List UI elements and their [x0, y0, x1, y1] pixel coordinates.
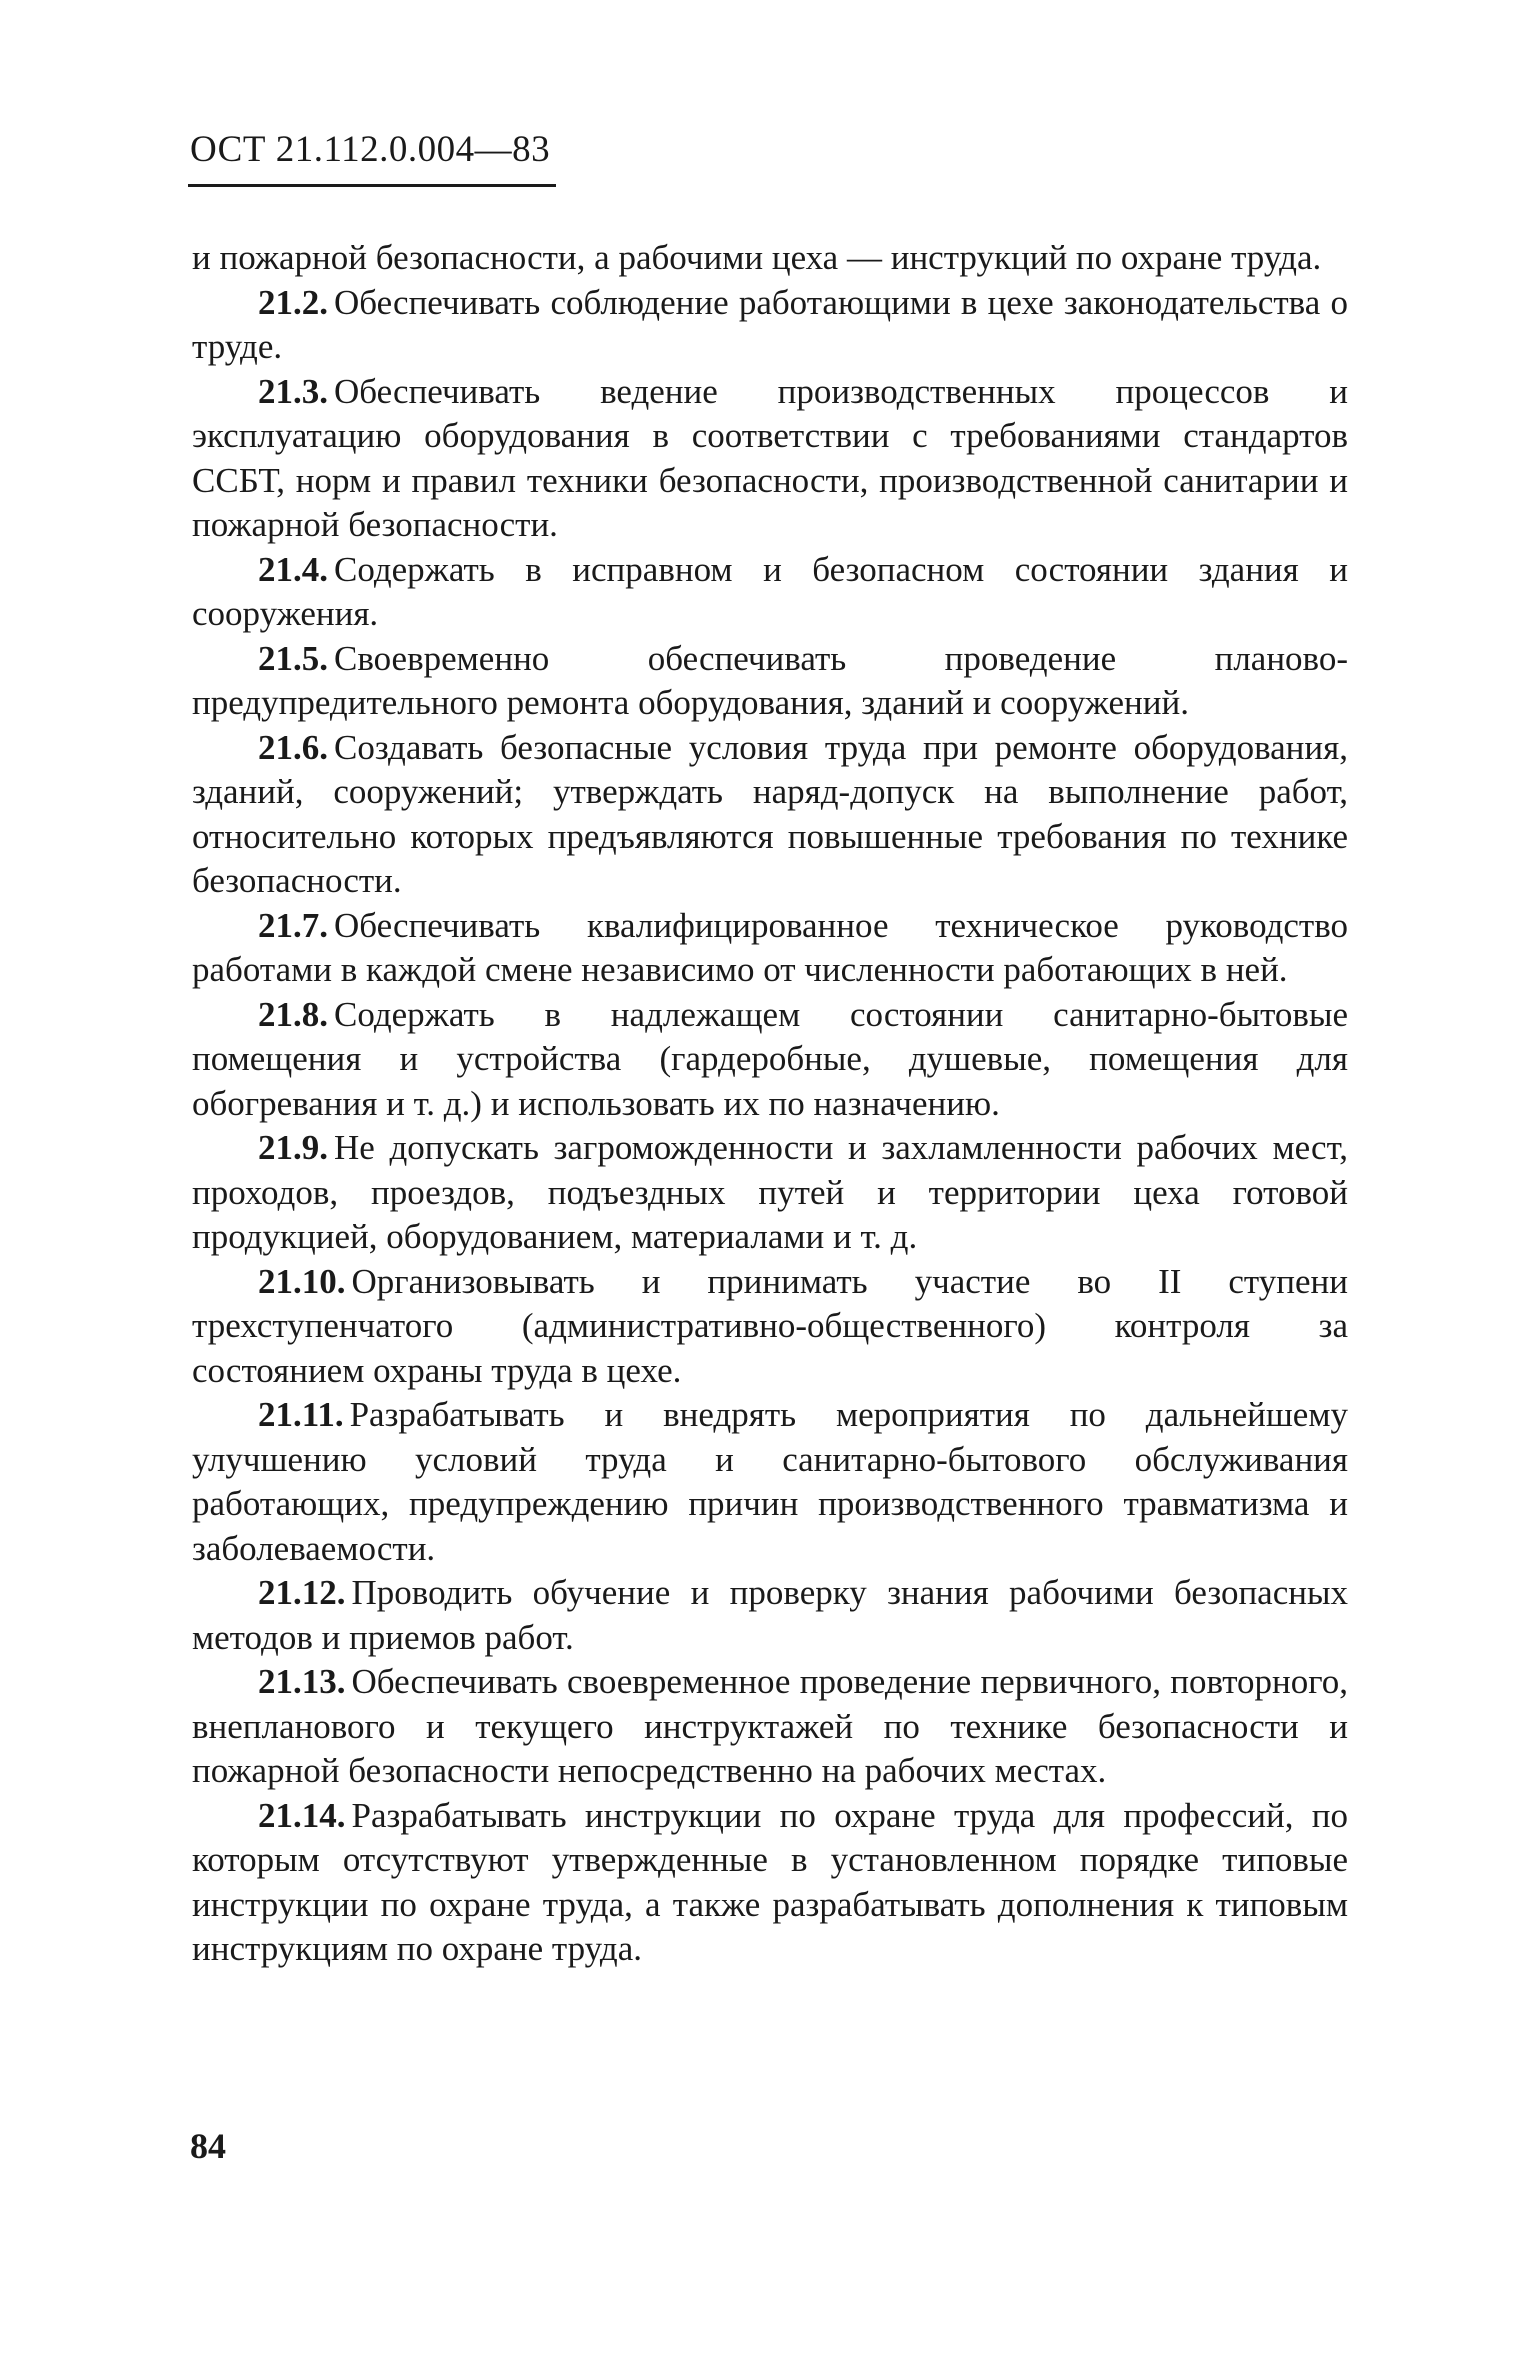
item-number: 21.12.: [258, 1573, 346, 1612]
list-item: [192, 637, 1348, 726]
list-item: [192, 1260, 1348, 1394]
item-text: Содержать в исправном и безопасном состоянии здания и сооружения.: [192, 549, 1348, 633]
item-number: 21.5.: [258, 638, 328, 678]
item-text: Содержать в надлежащем состоянии санитарно-бытовые помещения и устройства (гардеробные, душевые, помещения для обогревания и т. д.) и использовать их по назначению.: [192, 994, 1348, 1123]
list-item: [192, 1126, 1348, 1260]
item-text: Создавать безопасные условия труда при ремонте оборудования, зданий, сооружений; утверждать наряд-допуск на выполнение работ, относительно которых предъявляются повышенные требования по технике безопасности.: [192, 727, 1348, 900]
item-text: Не допускать загроможденности и захламленности рабочих мест, проходов, проездов, подъездных путей и территории цеха готовой продукцией, оборудованием, материалами и т. д.: [192, 1128, 1348, 1256]
item-number: 21.9.: [258, 1128, 328, 1167]
list-item: [192, 370, 1348, 548]
item-text: Организовывать и принимать участие во II ступени трехступенчатого (административно-общественного) контроля за состоянием охраны труда в цехе.: [192, 1261, 1348, 1390]
list-item: [192, 1571, 1348, 1660]
header-rule: [188, 184, 556, 187]
item-number: 21.4.: [258, 549, 328, 589]
item-text: Разрабатывать инструкции по охране труда для профессий, по которым отсутствуют утвержденные в установленном порядке типовые инструкции по охране труда, а также разрабатывать дополнения к типовым инструкциям по охране труда.: [192, 1795, 1348, 1968]
list-item: [192, 726, 1348, 904]
item-number: 21.10.: [258, 1261, 346, 1301]
list-item: [192, 281, 1348, 370]
item-text: Разрабатывать и внедрять мероприятия по дальнейшему улучшению условий труда и санитарно-бытового обслуживания работающих, предупреждению причин производственного травматизма и заболеваемости.: [192, 1395, 1348, 1568]
item-text: Обеспечивать ведение производственных процессов и эксплуатацию оборудования в соответствии с требованиями стандартов ССБТ, норм и правил техники безопасности, производственной санитарии и пожарной безопасности.: [192, 371, 1348, 544]
item-text: Обеспечивать своевременное проведение первичного, повторного, внепланового и текущего инструктажей по технике безопасности и пожарной безопасности непосредственно на рабочих местах.: [192, 1662, 1348, 1790]
list-item: [192, 993, 1348, 1127]
list-item: [192, 904, 1348, 993]
item-number: 21.13.: [258, 1662, 346, 1701]
page-body: [192, 236, 1348, 1972]
item-text: Обеспечивать соблюдение работающими в цехе законодательства о труде.: [192, 282, 1348, 366]
list-item: [192, 1660, 1348, 1794]
list-item: [192, 1794, 1348, 1972]
item-number: 21.2.: [258, 282, 328, 322]
page-number: 84: [190, 2126, 226, 2166]
item-text: Своевременно обеспечивать проведение планово-предупредительного ремонта оборудования, зданий и сооружений.: [192, 638, 1348, 722]
item-number: 21.7.: [258, 905, 328, 945]
item-text: Проводить обучение и проверку знания рабочими безопасных методов и приемов работ.: [192, 1573, 1348, 1657]
item-number: 21.3.: [258, 371, 328, 411]
list-item: [192, 548, 1348, 637]
item-number: 21.8.: [258, 994, 328, 1034]
document-code: ОСТ 21.112.0.004—83: [190, 129, 551, 170]
item-text: Обеспечивать квалифицированное техническое руководство работами в каждой смене независимо от численности работающих в ней.: [192, 905, 1348, 989]
item-number: 21.11.: [258, 1395, 344, 1434]
continuation-paragraph: и пожарной безопасности, а рабочими цеха — инструкций по охране труда.: [192, 238, 1322, 277]
item-number: 21.14.: [258, 1795, 346, 1835]
list-item: [192, 1393, 1348, 1571]
item-number: 21.6.: [258, 727, 328, 767]
